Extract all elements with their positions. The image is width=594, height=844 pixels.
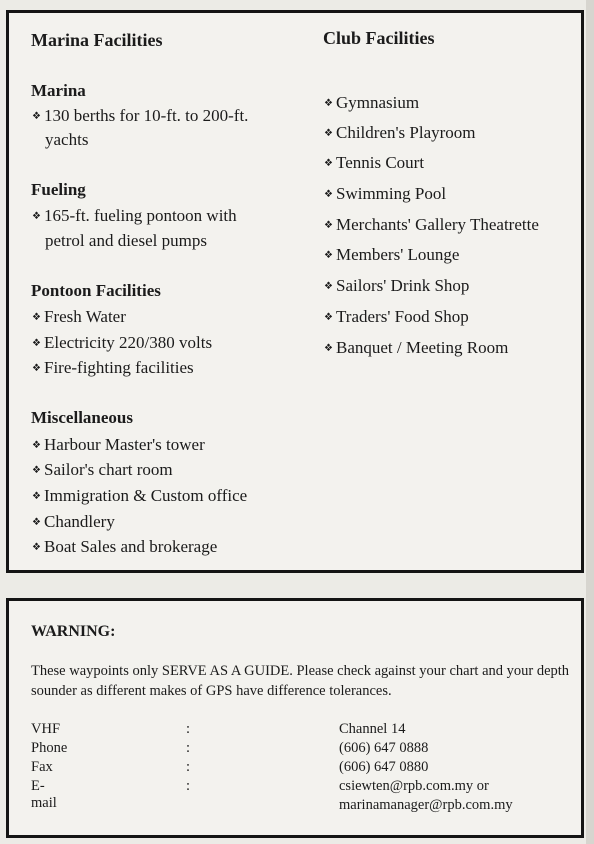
facilities-panel (6, 10, 584, 573)
section-heading-fueling: Fueling (31, 180, 86, 199)
contact-value: marinamanager@rpb.com.my (339, 797, 513, 813)
list-item: ❖ Chandlery (31, 509, 115, 535)
warning-panel (6, 598, 584, 838)
diamond-bullet-icon: ❖ (32, 465, 41, 476)
contact-separator: : (186, 759, 191, 775)
diamond-bullet-icon: ❖ (324, 158, 333, 169)
diamond-bullet-icon: ❖ (32, 542, 41, 553)
list-item: ❖ Electricity 220/380 volts (31, 330, 212, 356)
contact-label: Phone (31, 740, 68, 756)
warning-text: These waypoints only SERVE AS A GUIDE. Please check against your chart and your depth sounder as different makes of GPS have difference tolerances. (31, 663, 570, 699)
contact-separator: : (186, 721, 191, 737)
section-heading-marina: Marina (31, 81, 86, 100)
list-item: ❖ 165-ft. fueling pontoon with (31, 203, 237, 229)
list-item: ❖ Tennis Court (323, 150, 424, 176)
warning-title: WARNING: (31, 623, 116, 640)
section-heading-miscellaneous: Miscellaneous (31, 408, 133, 427)
diamond-bullet-icon: ❖ (324, 220, 333, 231)
contact-label: Fax (31, 759, 53, 775)
list-item: ❖ Sailors' Drink Shop (323, 273, 469, 299)
diamond-bullet-icon: ❖ (324, 128, 333, 139)
diamond-bullet-icon: ❖ (324, 98, 333, 109)
diamond-bullet-icon: ❖ (324, 250, 333, 261)
diamond-bullet-icon: ❖ (32, 440, 41, 451)
contact-value: (606) 647 0888 (339, 740, 429, 756)
section-heading-pontoon-facilities: Pontoon Facilities (31, 281, 161, 300)
diamond-bullet-icon: ❖ (32, 338, 41, 349)
list-item: ❖ Boat Sales and brokerage (31, 534, 217, 560)
list-item: ❖ Gymnasium (323, 90, 419, 116)
list-item: ❖ Traders' Food Shop (323, 304, 469, 330)
contact-value: Channel 14 (339, 721, 406, 737)
contact-value: csiewten@rpb.com.my or (339, 778, 489, 794)
list-item: ❖ 130 berths for 10-ft. to 200-ft. (31, 103, 248, 129)
marina-facilities-title: Marina Facilities (31, 30, 163, 50)
list-item: ❖ Fresh Water (31, 304, 126, 330)
diamond-bullet-icon: ❖ (32, 312, 41, 323)
list-item: ❖ Fire-fighting facilities (31, 355, 194, 381)
list-item: ❖ Merchants' Gallery Theatrette (323, 212, 539, 238)
diamond-bullet-icon: ❖ (324, 343, 333, 354)
contact-label: VHF (31, 721, 61, 737)
list-item: ❖ Sailor's chart room (31, 457, 173, 483)
contact-value: (606) 647 0880 (339, 759, 429, 775)
diamond-bullet-icon: ❖ (32, 517, 41, 528)
diamond-bullet-icon: ❖ (324, 281, 333, 292)
diamond-bullet-icon: ❖ (32, 111, 41, 122)
contact-separator: : (186, 778, 191, 794)
contact-label: E-mail (31, 778, 57, 811)
list-item: ❖ Harbour Master's tower (31, 432, 205, 458)
contact-separator: : (186, 740, 191, 756)
list-item-continuation: yachts (45, 130, 89, 149)
diamond-bullet-icon: ❖ (324, 312, 333, 323)
list-item-continuation: petrol and diesel pumps (45, 231, 207, 250)
list-item: ❖ Swimming Pool (323, 181, 446, 207)
club-facilities-title: Club Facilities (323, 28, 435, 48)
diamond-bullet-icon: ❖ (32, 211, 41, 222)
list-item: ❖ Immigration & Custom office (31, 483, 247, 509)
diamond-bullet-icon: ❖ (32, 491, 41, 502)
page-edge (586, 0, 594, 844)
diamond-bullet-icon: ❖ (324, 189, 333, 200)
list-item: ❖ Banquet / Meeting Room (323, 335, 508, 361)
diamond-bullet-icon: ❖ (32, 363, 41, 374)
list-item: ❖ Children's Playroom (323, 120, 476, 146)
list-item: ❖ Members' Lounge (323, 242, 459, 268)
